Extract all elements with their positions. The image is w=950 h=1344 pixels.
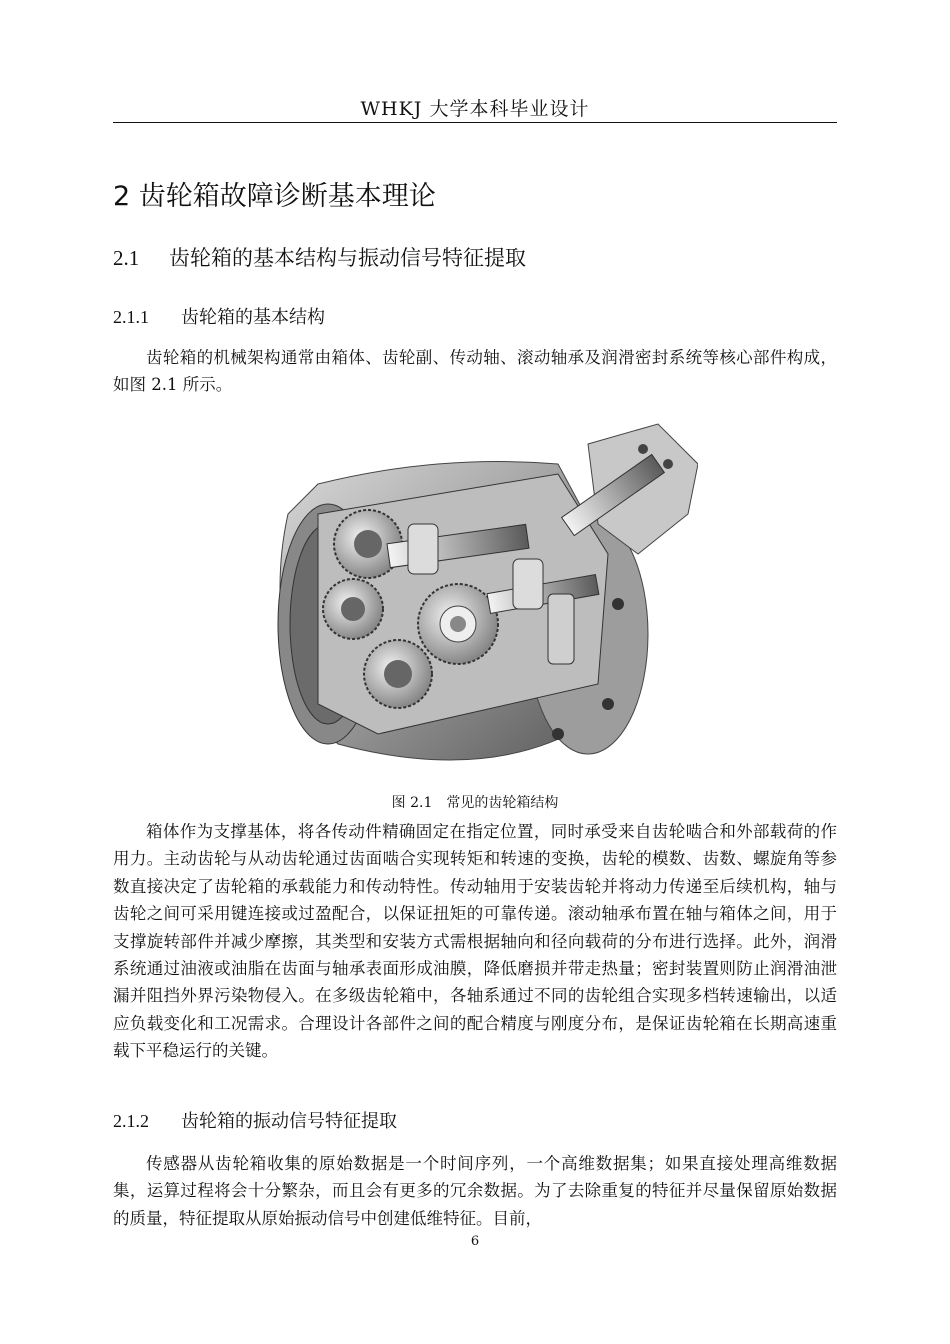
figure-caption-text: 常见的齿轮箱结构 — [446, 795, 559, 811]
paragraph-3: 传感器从齿轮箱收集的原始数据是一个时间序列，一个高维数据集；如果直接处理高维数据集，运算过程将会十分繁杂，而且会有更多的冗余数据。为了去除重复的特征并尽量保留原始数据的质量，特征提取从原始振动信号中创建低维特征。目前， — [113, 1154, 837, 1228]
paragraph-2: 箱体作为支撑基体，将各传动件精确固定在指定位置，同时承受来自齿轮啮合和外部载荷的作用力。主动齿轮与从动齿轮通过齿面啮合实现转矩和转速的变换，齿轮的模数、齿数、螺旋角等参数直接决定了齿轮箱的承载能力和传动特性。传动轴用于安装齿轮并将动力传递至后续机构，轴与齿轮之间可采用键连接或过盈配合，以保证扭矩的可靠传递。滚动轴承布置在轴与箱体之间，用于支撑旋转部件并减少摩擦，其类型和安装方式需根据轴向和径向载荷的分布进行选择。此外，润滑系统通过油液或油脂在齿面与轴承表面形成油膜，降低磨损并带走热量；密封装置则防止润滑油泄漏并阻挡外界污染物侵入。在多级齿轮箱中，各轴系通过不同的齿轮组合实现多档转速输出，以适应负载变化和工况需求。合理设计各部件之间的配合精度与刚度分布，是保证齿轮箱在长期高速重载下平稳运行的关键。 — [113, 822, 837, 1061]
subsection-heading-2 — [113, 1107, 397, 1133]
section-title: 齿轮箱的基本结构与振动信号特征提取 — [169, 246, 526, 270]
subsection-title-2: 齿轮箱的振动信号特征提取 — [181, 1111, 397, 1132]
header-rule — [113, 122, 837, 123]
figure-number: 图 2.1 — [391, 795, 433, 811]
chapter-title: 齿轮箱故障诊断基本理论 — [138, 181, 436, 212]
gearbox-figure — [258, 404, 698, 784]
section-heading — [113, 242, 526, 272]
page-number: 6 — [470, 1234, 480, 1249]
paragraph-1: 齿轮箱的机械架构通常由箱体、齿轮副、传动轴、滚动轴承及润滑密封系统等核心部件构成，如图 2.1 所示。 — [113, 348, 837, 395]
chapter-heading — [113, 174, 436, 213]
figure-caption — [113, 792, 837, 812]
subsection-number-2: 2.1.2 — [113, 1111, 149, 1131]
chapter-number: 2 — [113, 181, 131, 212]
subsection-title-1: 齿轮箱的基本结构 — [181, 307, 325, 328]
page-header: WHKJ 大学本科毕业设计 — [360, 98, 590, 120]
subsection-heading-1 — [113, 303, 325, 329]
section-number: 2.1 — [113, 246, 140, 270]
subsection-number-1: 2.1.1 — [113, 307, 149, 327]
